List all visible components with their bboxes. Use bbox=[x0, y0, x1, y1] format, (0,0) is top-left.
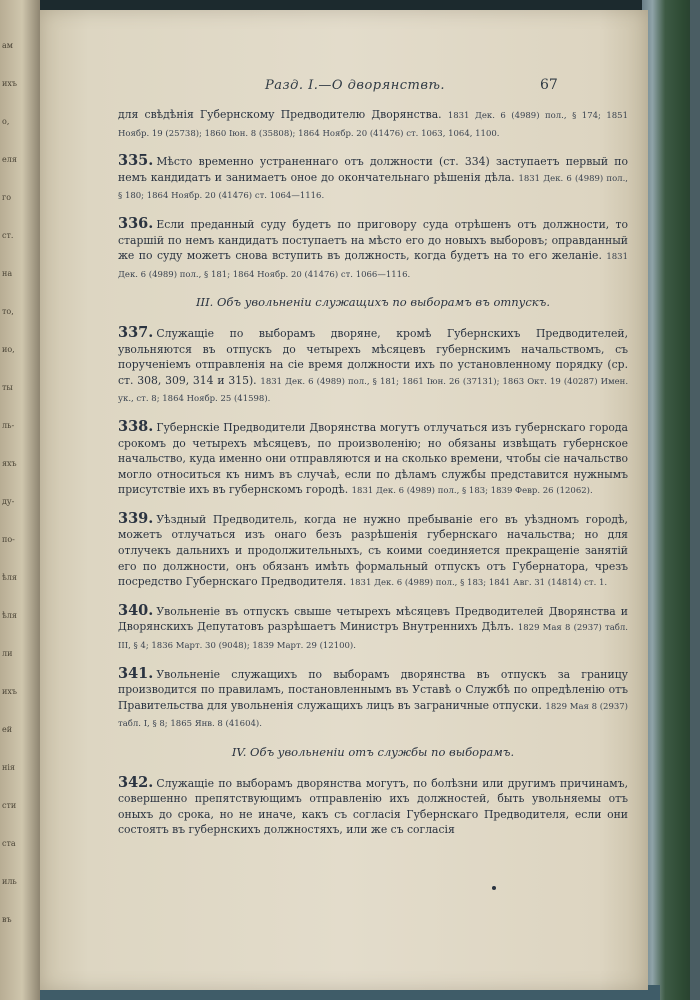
facing-page-fragment: ста bbox=[2, 839, 16, 848]
facing-page-fragment: ду- bbox=[2, 497, 15, 506]
legal-citation: 1829 Мая 8 (2937) табл. I, § 8; 1865 Янв. 8 (41604). bbox=[118, 701, 628, 730]
article-number: 335. bbox=[118, 152, 154, 170]
facing-page-fragment: ихъ bbox=[2, 687, 17, 696]
article-text: Губернскіе Предводители Дворянства могутъ отлучаться изъ губернскаго города срокомъ до четырехъ мѣсяцевъ, по произволенію; но обязаны извѣщать губернское начальство, куда именно они отправляются и на сколько времени, чтобы сіе начальство могло относиться къ нимъ въ случаѣ, если по дѣламъ службы представится нужнымъ присутствіе ихъ въ губернскомъ городѣ. bbox=[118, 420, 628, 497]
running-title: Разд. I.—О дворянствѣ. bbox=[265, 78, 446, 93]
facing-page-fragment: ли bbox=[2, 649, 13, 658]
legal-citation: 1829 Мая 8 (2937) табл. III, § 4; 1836 Март. 30 (9048); 1839 Март. 29 (12100). bbox=[118, 623, 629, 652]
article-paragraph bbox=[118, 325, 628, 408]
facing-page-fragment: ам bbox=[2, 41, 13, 50]
article-number: 341. bbox=[118, 664, 154, 682]
page-body bbox=[118, 107, 628, 849]
book-page bbox=[40, 10, 648, 990]
facing-page-fragment: ихъ bbox=[2, 79, 17, 88]
facing-page-fragment: ст. bbox=[2, 231, 14, 240]
article-paragraph bbox=[118, 666, 628, 733]
article-text: Увольненіе въ отпускъ свыше четырехъ мѣсяцевъ Предводителей Дворянства и Дворянскихъ Депутатовъ разрѣшаетъ Министръ Внутреннихъ Дѣлъ. bbox=[118, 604, 628, 634]
legal-citation: 1831 Дек. 6 (4989) пол., § 183; 1839 Февр. 26 (12062). bbox=[351, 486, 593, 497]
facing-page-fragment: по- bbox=[2, 535, 15, 544]
article-paragraph bbox=[118, 775, 628, 838]
article-paragraph bbox=[118, 511, 628, 592]
article-paragraph bbox=[118, 107, 628, 142]
facing-page-fragment: яхъ bbox=[2, 459, 17, 468]
article-text: Увольненіе служащихъ по выборамъ дворянства въ отпускъ за границу производится по правиламъ, постановленнымъ въ Уставѣ о Службѣ по опредѣленію отъ Правительства для увольненія служащихъ лицъ въ заграничные отпуски. bbox=[118, 667, 628, 712]
page-number: 67 bbox=[540, 77, 558, 93]
page-header bbox=[40, 78, 648, 98]
articles-337-341 bbox=[118, 325, 628, 733]
facing-page-fragment: о, bbox=[2, 117, 10, 126]
article-paragraph bbox=[118, 603, 628, 655]
article-number: 342. bbox=[118, 773, 154, 791]
article-text: Мѣсто временно устраненнаго отъ должности (ст. 334) заступаетъ первый по немъ кандидатъ и занимаетъ оное до окончательнаго рѣшенія дѣла. bbox=[118, 155, 628, 184]
ink-dot bbox=[492, 886, 496, 890]
legal-citation: 1831 Дек. 6 (4989) пол., § 174; 1851 Ноябр. 19 (25738); 1860 Іюн. 8 (35808); 1864 Ноябр. 20 (41476) ст. 1063, 1064, 1100. bbox=[118, 111, 628, 139]
section-heading-4: IV. Объ увольненіи отъ службы по выборамъ. bbox=[231, 745, 515, 759]
facing-page-fragment: то, bbox=[2, 307, 14, 316]
article-paragraph bbox=[118, 419, 628, 500]
facing-page-fragment: сти bbox=[2, 801, 17, 810]
article-text: Служащіе по выборамъ дворяне, кромѣ Губернскихъ Предводителей, увольняются въ отпускъ до четырехъ мѣсяцевъ губернскимъ начальствомъ, съ порученіемъ отправленія на сіе время должности ихъ по установленному порядку (ср. ст. 308, 309, 314 и 315). bbox=[118, 326, 628, 387]
article-number: 337. bbox=[118, 323, 154, 341]
article-number: 338. bbox=[118, 417, 154, 435]
facing-page-fragment: ты bbox=[2, 383, 13, 392]
article-text: для свѣдѣнія Губернскому Предводителю Дворянства. bbox=[118, 108, 442, 121]
book-cover-edge bbox=[642, 0, 700, 1000]
articles-333-336 bbox=[118, 107, 628, 283]
legal-citation: 1831 Дек. 6 (4989) пол., § 181; 1864 Ноябр. 20 (41476) ст. 1066—1116. bbox=[118, 252, 628, 280]
article-paragraph bbox=[118, 153, 628, 205]
facing-page-fragment: иль bbox=[2, 877, 17, 886]
facing-page-fragment: ль- bbox=[2, 421, 15, 430]
facing-page-fragment: ѣля bbox=[2, 573, 17, 582]
facing-page-fragment: ѣля bbox=[2, 611, 17, 620]
facing-page-fragment: въ bbox=[2, 915, 12, 924]
article-text: Уѣздный Предводитель, когда не нужно пребываніе его въ уѣздномъ городѣ, можетъ отлучаться изъ онаго безъ разрѣшенія губернскаго начальства; но для отлучекъ дальнихъ и продолжительныхъ, съ коими соединяется прекращеніе занятій его по должности, онъ обязанъ имѣть формальный отпускъ отъ Губернатора, чрезъ посредство Губернскаго Предводителя. bbox=[118, 512, 628, 589]
legal-citation: 1831 Дек. 6 (4989) пол., § 183; 1841 Авг. 31 (14814) ст. 1. bbox=[349, 578, 608, 589]
article-paragraph bbox=[118, 216, 628, 283]
article-text: Если преданный суду будетъ по приговору суда отрѣшенъ отъ должности, то старшій по немъ кандидатъ поступаетъ на мѣсто его до новыхъ выборовъ; оправданный же по суду можетъ снова вступить въ должность, когда будетъ на то его желаніе. bbox=[118, 217, 628, 263]
legal-citation: 1831 Дек. 6 (4989) пол., § 180; 1864 Ноябр. 20 (41476) ст. 1064—1116. bbox=[118, 173, 628, 202]
article-text: Служащіе по выборамъ дворянства могутъ, по болѣзни или другимъ причинамъ, совершенно препятствующимъ отправленію ихъ должностей, быть увольняемы отъ оныхъ до срока, но не иначе, какъ съ согласія Губернскаго Предводителя, если они состоятъ въ губернскихъ должностяхъ, или же съ согласія bbox=[118, 776, 628, 837]
facing-page-fragment: еля bbox=[2, 155, 17, 164]
legal-citation: 1831 Дек. 6 (4989) пол., § 181; 1861 Іюн. 26 (37131); 1863 Окт. 19 (40287) Имен. ук., ст. 8; 1864 Ноябр. 25 (41598). bbox=[118, 376, 629, 405]
article-number: 340. bbox=[118, 601, 154, 619]
facing-page-fragment: нія bbox=[2, 763, 15, 772]
facing-page-fragment: на bbox=[2, 269, 13, 278]
article-342 bbox=[118, 775, 628, 838]
article-number: 339. bbox=[118, 509, 154, 527]
cover-spine-band bbox=[690, 0, 700, 1000]
facing-page-fragment: го bbox=[2, 193, 12, 202]
section-heading-3: III. Объ увольненіи служащихъ по выборамъ въ отпускъ. bbox=[196, 295, 550, 310]
article-number: 336. bbox=[118, 214, 154, 232]
facing-page-fragment: ио, bbox=[2, 345, 15, 354]
facing-page-edge bbox=[0, 0, 40, 1000]
facing-page-fragment: ей bbox=[2, 725, 13, 734]
